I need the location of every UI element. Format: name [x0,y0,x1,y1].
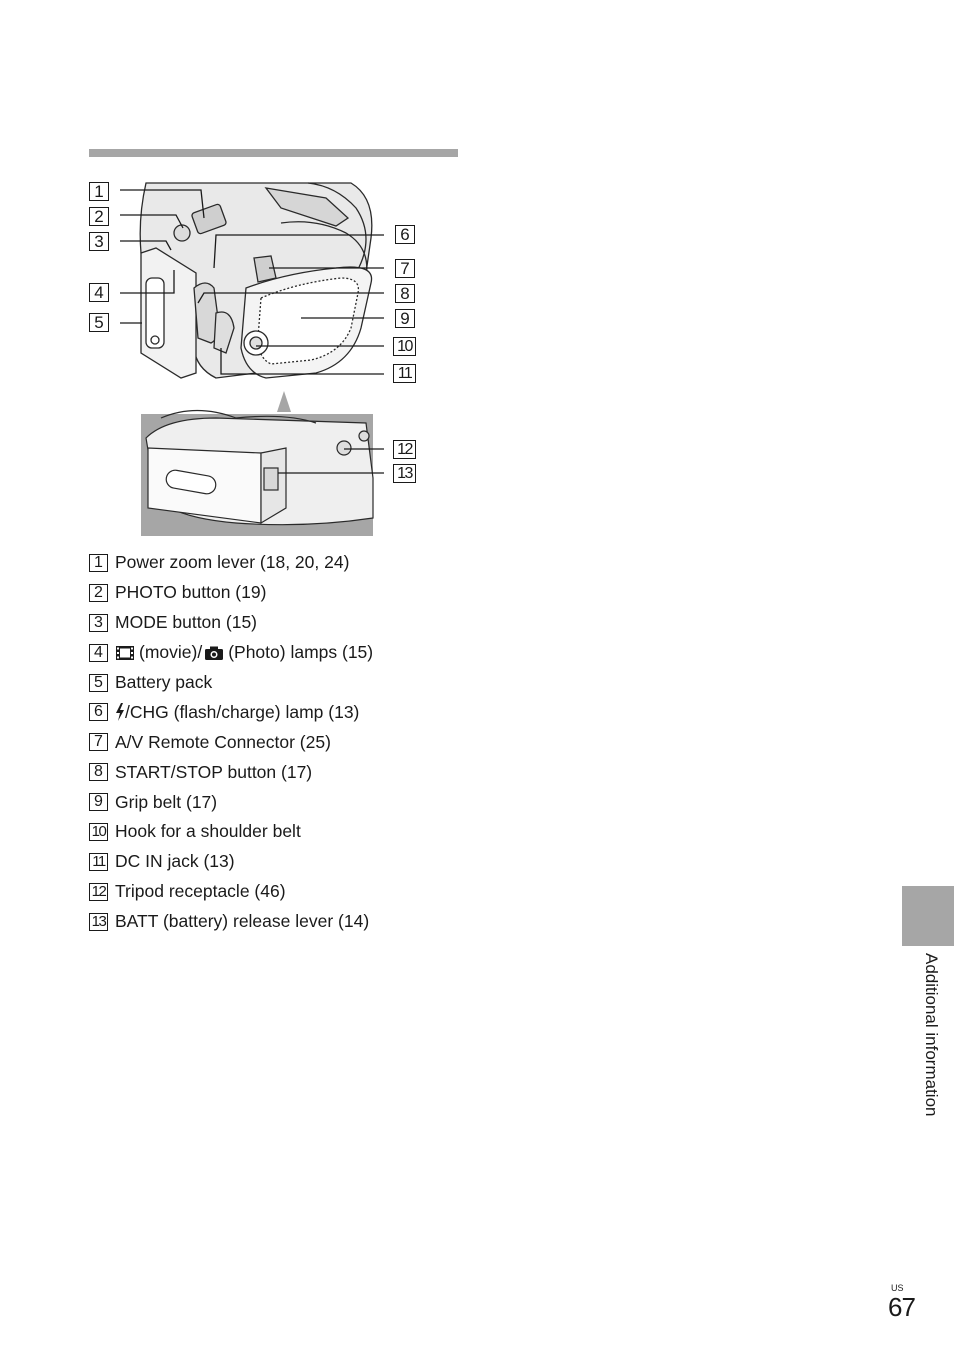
list-item [89,548,373,578]
item-text: A/V Remote Connector (25) [115,731,331,752]
list-item [89,787,373,817]
item-number: 3 [89,614,108,632]
list-item [89,697,373,727]
item-text: Tripod receptacle (46) [115,881,286,902]
callout-5: 5 [89,313,109,332]
callout-9: 9 [395,309,415,328]
item-number: 4 [89,644,108,662]
callout-11: 11 [393,364,416,383]
camera-icon [204,645,224,661]
page-number: 67 [888,1292,915,1322]
section-tab [902,886,954,946]
callout-6: 6 [395,225,415,244]
list-item [89,608,373,638]
callout-10: 10 [393,337,416,356]
list-item [89,638,373,668]
callout-12: 12 [393,440,416,459]
list-item [89,578,373,608]
item-text: Hook for a shoulder belt [115,821,301,842]
callout-13: 13 [393,464,416,483]
item-number: 5 [89,674,108,692]
parts-list [89,548,373,937]
list-item [89,817,373,847]
callout-7: 7 [395,259,415,278]
item-text: BATT (battery) release lever (14) [115,911,370,932]
item-number: 6 [89,703,108,721]
list-item [89,847,373,877]
item-text: Battery pack [115,672,213,692]
item-number: 13 [89,913,108,931]
movie-icon [115,645,135,661]
item-number: 7 [89,733,108,751]
item-number: 10 [89,823,108,841]
item-text: DC IN jack (13) [115,851,235,872]
item-number: 9 [89,793,108,811]
item-text-photo: (Photo) lamps (15) [228,642,374,663]
callout-3: 3 [89,232,109,251]
item-text: Power zoom lever (18, 20, 24) [115,552,350,573]
item-text: PHOTO button (19) [115,582,267,603]
flash-icon [115,703,125,721]
callout-2: 2 [89,207,109,226]
list-item [89,757,373,787]
item-text-movie: (movie)/ [139,642,203,663]
item-text: MODE button (15) [115,612,257,633]
list-item [89,907,373,937]
item-number: 1 [89,554,108,572]
camcorder-illustration [86,178,421,540]
item-number: 11 [89,853,108,871]
item-number: 2 [89,584,108,602]
camcorder-diagram [86,178,421,540]
item-number: 8 [89,763,108,781]
callout-8: 8 [395,284,415,303]
item-text: /CHG (flash/charge) lamp (13) [125,701,360,722]
section-rule [89,149,458,157]
list-item [89,668,373,698]
section-tab-label: Additional information [922,953,941,1117]
item-number: 12 [89,883,108,901]
callout-4: 4 [89,283,109,302]
callout-1: 1 [89,182,109,201]
region-code: US [891,1283,904,1293]
list-item [89,727,373,757]
list-item [89,877,373,907]
item-text: Grip belt (17) [115,791,218,812]
item-text: START/STOP button (17) [115,761,313,782]
